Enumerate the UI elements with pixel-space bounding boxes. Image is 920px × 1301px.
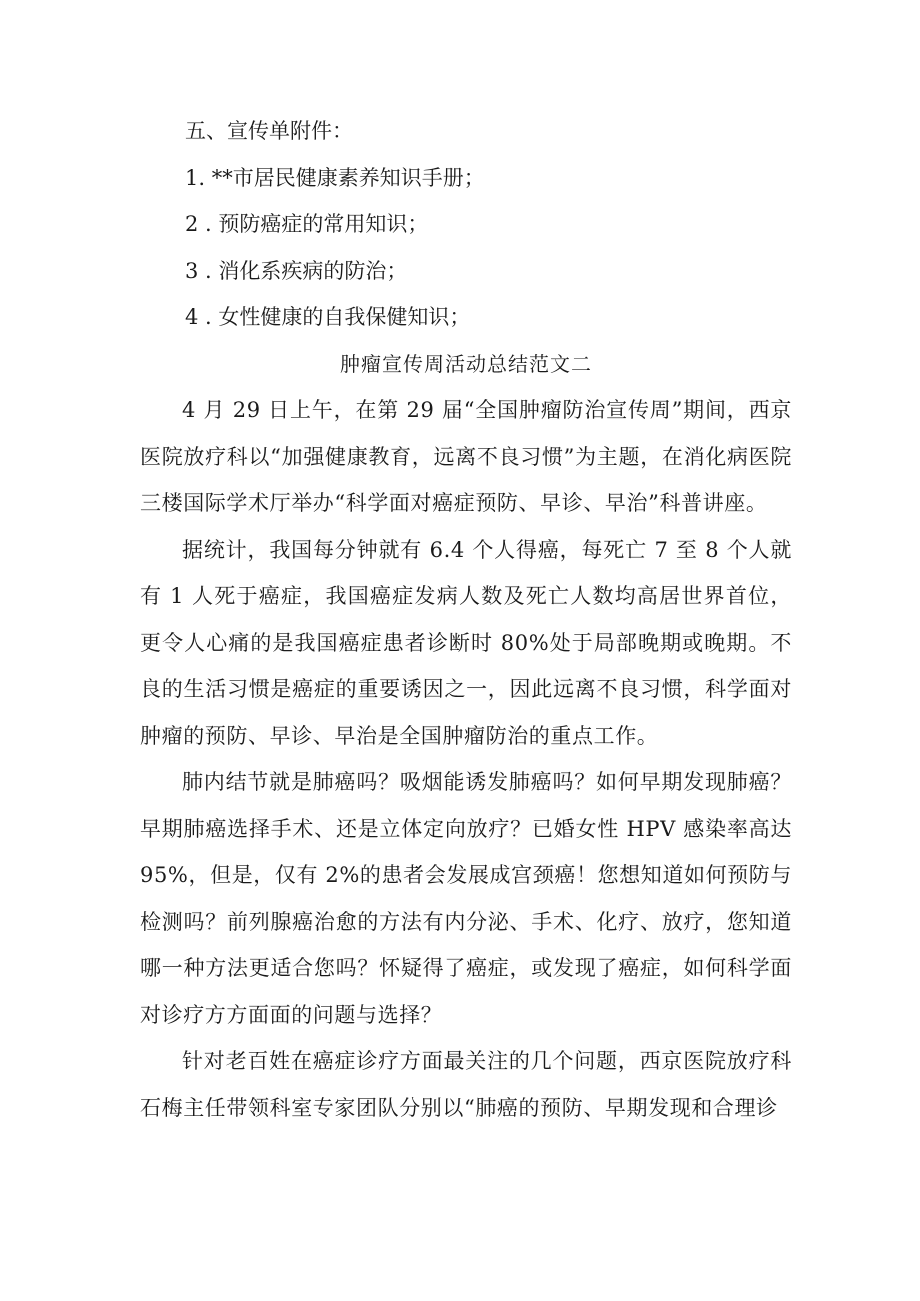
paragraph-4: 针对老百姓在癌症诊疗方面最关注的几个问题，西京医院放疗科石梅主任带领科室专家团队分别以“肺癌的预防、早期发现和合理诊 bbox=[140, 1049, 792, 1120]
attachment-item-3: 3 . 消化系疾病的防治； bbox=[185, 258, 408, 283]
paragraph-1: 4 月 29 日上午，在第 29 届“全国肿瘤防治宣传周”期间，西京医院放疗科以“加强健康教育，远离不良习惯”为主题，在消化病医院三楼国际学术厅举办“科学面对癌症预防、早诊、早治”科普讲座。 bbox=[140, 398, 792, 515]
attachment-item-4: 4 . 女性健康的自我保健知识； bbox=[185, 305, 471, 329]
document-body bbox=[140, 108, 792, 1131]
document-title: 肿瘤宣传周活动总结范文二 bbox=[340, 351, 592, 376]
attachment-item-1: 1. **市居民健康素养知识手册； bbox=[185, 165, 485, 190]
paragraph-2: 据统计，我国每分钟就有 6.4 个人得癌，每死亡 7 至 8 个人就有 1 人死于癌症，我国癌症发病人数及死亡人数均高居世界首位，更令人心痛的是我国癌症患者诊断时 80%处于局部晚期或晚期。不良的生活习惯是癌症的重要诱因之一，因此远离不良习惯，科学面对肿瘤的预防、早诊、早治是全国肿瘤防治的重点工作。 bbox=[140, 537, 792, 748]
attachment-item-2: 2 . 预防癌症的常用知识； bbox=[185, 212, 429, 236]
section-heading: 五、宣传单附件： bbox=[185, 119, 353, 143]
paragraph-3: 肺内结节就是肺癌吗？吸烟能诱发肺癌吗？如何早期发现肺癌？早期肺癌选择手术、还是立体定向放疗？已婚女性 HPV 感染率高达 95%，但是，仅有 2%的患者会发展成宫颈癌！您想知道如何预防与检测吗？前列腺癌治愈的方法有内分泌、手术、化疗、放疗，您知道哪一种方法更适合您吗？怀疑得了癌症，或发现了癌症，如何科学面对诊疗方方面面的问题与选择？ bbox=[140, 770, 792, 1027]
